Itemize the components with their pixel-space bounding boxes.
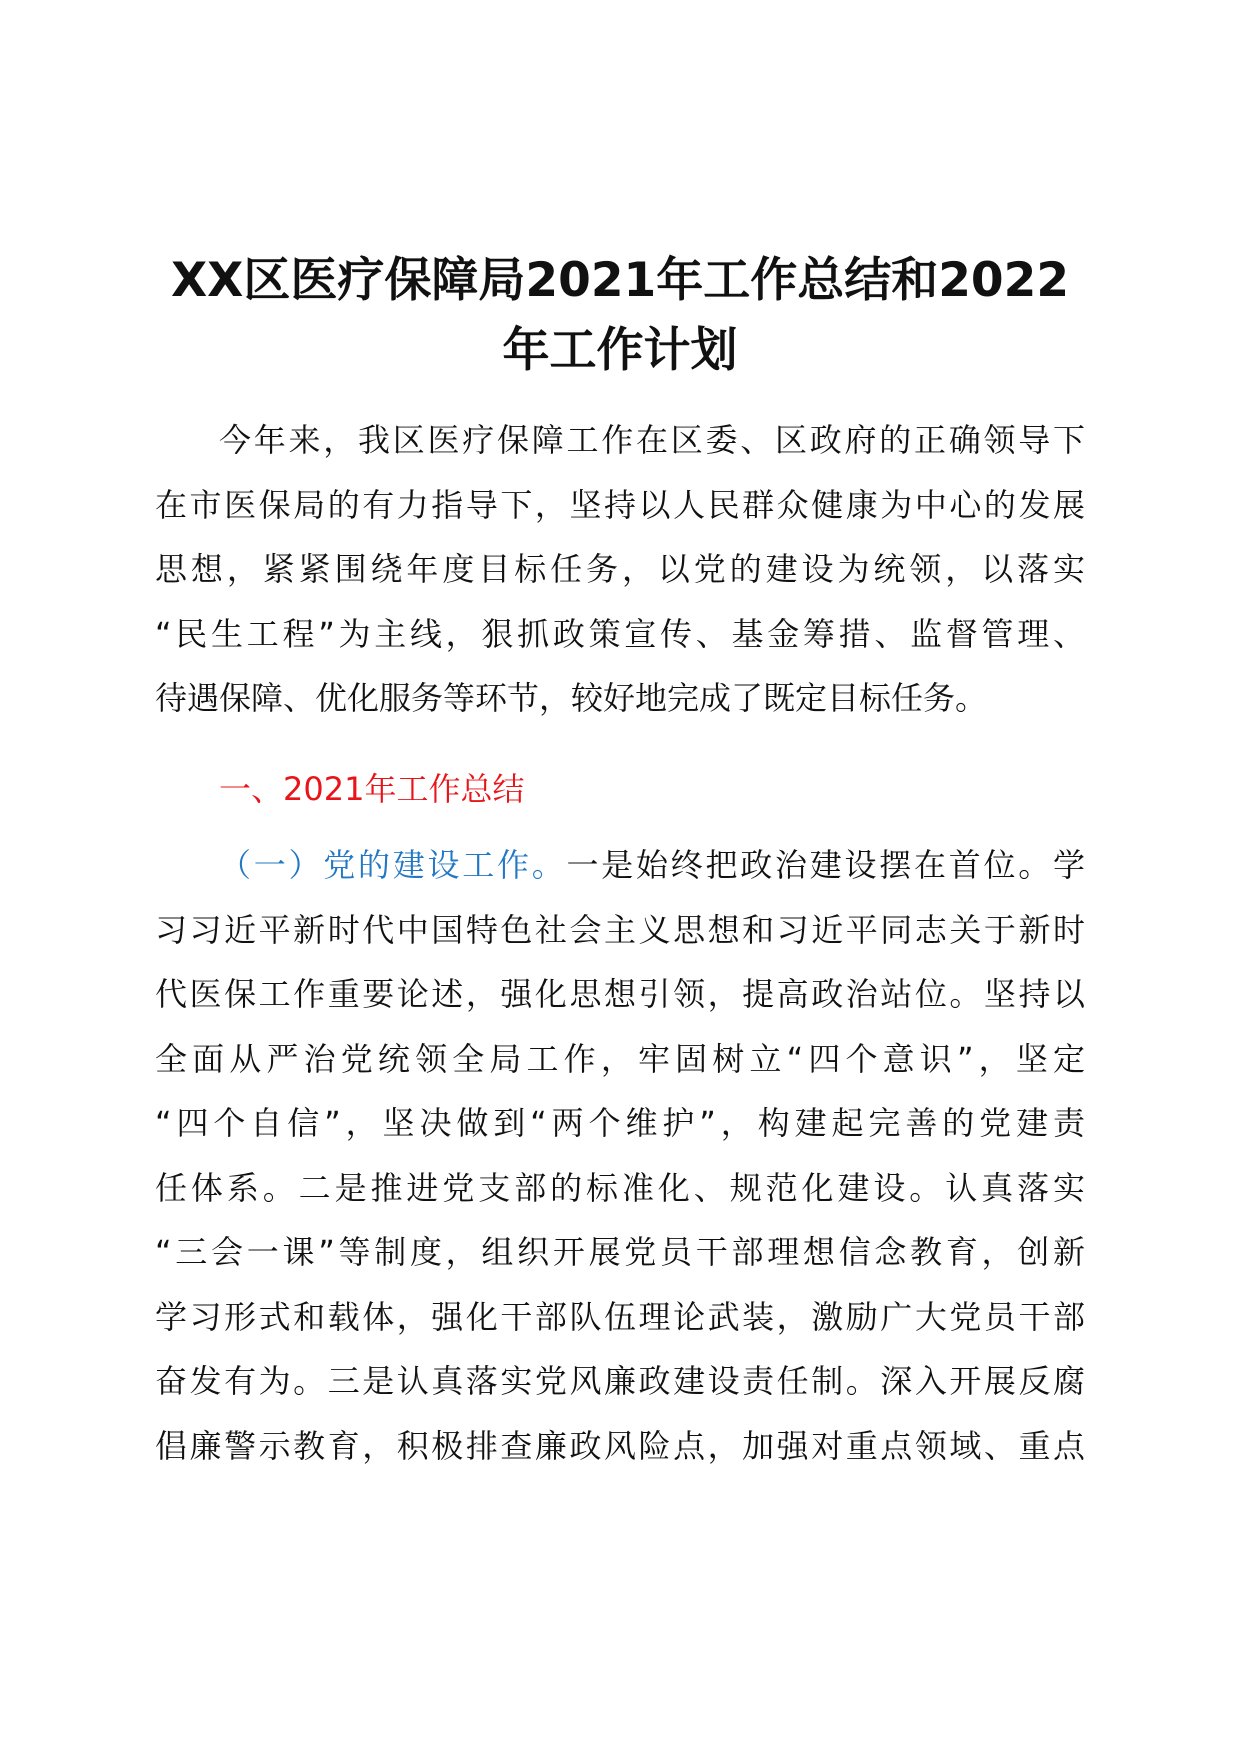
intro-line-5: 待遇保障、优化服务等环节，较好地完成了既定目标任务。 — [155, 679, 988, 717]
party-line-4: 全面从严治党统领全局工作，牢固树立“四个意识”，坚定 — [155, 1039, 1085, 1078]
subsection-heading: （一）党的建设工作。 — [219, 846, 567, 884]
party-line-1-text: 一是始终把政治建设摆在首位。学 — [566, 846, 1085, 884]
title-line-1: XX区医疗保障局2021年工作总结和2022 — [170, 253, 1070, 308]
party-line-2: 习习近平新时代中国特色社会主义思想和习近平同志关于新时 — [155, 910, 1085, 949]
party-line-10: 倡廉警示教育，积极排查廉政风险点，加强对重点领域、重点 — [155, 1426, 1085, 1465]
party-line-8: 学习形式和载体，强化干部队伍理论武装，激励广大党员干部 — [155, 1297, 1085, 1336]
party-line-3: 代医保工作重要论述，强化思想引领，提高政治站位。坚持以 — [155, 975, 1085, 1013]
intro-line-2: 在市医保局的有力指导下，坚持以人民群众健康为中心的发展 — [155, 485, 1085, 524]
intro-paragraph — [155, 408, 1085, 731]
title-line-2: 年工作计划 — [502, 323, 738, 378]
party-line-7: “三会一课”等制度，组织开展党员干部理想信念教育，创新 — [155, 1233, 1085, 1271]
party-building-paragraph — [155, 833, 1085, 1478]
party-line-1 — [155, 833, 1085, 898]
party-line-5: “四个自信”，坚决做到“两个维护”，构建起完善的党建责 — [155, 1104, 1085, 1142]
document-title — [150, 246, 1090, 386]
intro-line-4: “民生工程”为主线，狠抓政策宣传、基金筹措、监督管理、 — [155, 614, 1085, 653]
party-line-9: 奋发有为。三是认真落实党风廉政建设责任制。深入开展反腐 — [155, 1362, 1085, 1400]
intro-line-1: 今年来，我区医疗保障工作在区委、区政府的正确领导下 — [219, 421, 1085, 459]
section-heading: 一、2021年工作总结 — [219, 770, 525, 808]
intro-line-3: 思想，紧紧围绕年度目标任务，以党的建设为统领，以落实 — [155, 550, 1085, 588]
party-line-6: 任体系。二是推进党支部的标准化、规范化建设。认真落实 — [155, 1168, 1085, 1207]
